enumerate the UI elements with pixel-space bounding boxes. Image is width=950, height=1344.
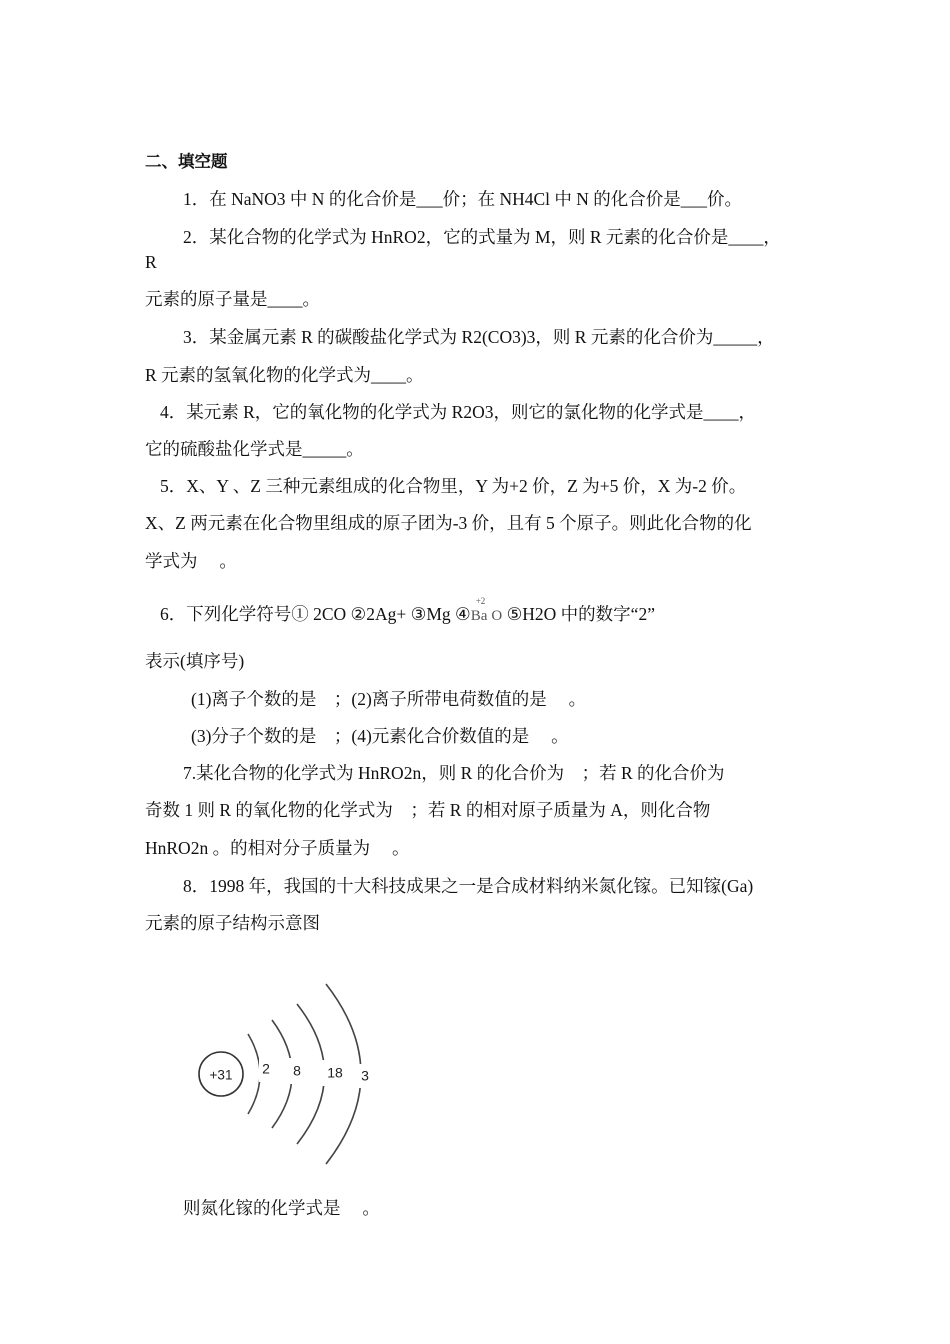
question-5-line-2: X、Z 两元素在化合物里组成的原子团为-3 价，且有 5 个原子。则此化合物的化 — [145, 513, 752, 533]
question-8-line-2: 元素的原子结构示意图 — [145, 913, 320, 933]
shell-2-electrons: 8 — [293, 1062, 301, 1079]
question-3-line-2: R 元素的氢氧化物的化学式为____。 — [145, 365, 424, 385]
question-6-suffix: ⑤H2O 中的数字“2” — [506, 604, 655, 624]
barium-symbol: Ba — [470, 608, 488, 624]
question-5-line-1: 5．X、Y 、Z 三种元素组成的化合物里，Y 为+2 价，Z 为+5 价，X 为-2 价。 — [160, 476, 747, 496]
valence-superscript: +2 — [475, 596, 486, 606]
nucleus-charge: +31 — [209, 1067, 233, 1083]
question-7-line-3: HnRO2n 。的相对分子质量为 。 — [145, 838, 410, 858]
question-2-line-1: 2．某化合物的化学式为 HnRO2，它的式量为 M，则 R 元素的化合价是____， — [183, 227, 781, 247]
oxygen-symbol: O — [491, 608, 503, 624]
shell-3-electrons: 18 — [327, 1064, 343, 1081]
question-8-line-1: 8．1998 年，我国的十大科技成果之一是合成材料纳米氮化镓。已知镓(Ga) — [183, 876, 754, 896]
question-7-line-1: 7.某化合物的化学式为 HnRO2n，则 R 的化合价为 ；若 R 的化合价为 — [183, 763, 725, 783]
question-2-line-3: 元素的原子量是____。 — [145, 289, 320, 309]
question-7-line-2: 奇数 1 则 R 的氧化物的化学式为 ；若 R 的相对原子质量为 A，则化合物 — [145, 800, 711, 820]
question-2-line-2: R — [145, 252, 157, 272]
question-1: 1．在 NaNO3 中 N 的化合价是___价；在 NH4Cl 中 N 的化合价是___价。 — [183, 189, 743, 209]
section-title: 二、填空题 — [145, 152, 228, 171]
question-3-line-1: 3．某金属元素 R 的碳酸盐化学式为 R2(CO3)3，则 R 元素的化合价为_____， — [183, 327, 775, 347]
shell-1-electrons: 2 — [262, 1060, 270, 1077]
question-4-line-1: 4．某元素 R，它的氧化物的化学式为 R2O3，则它的氯化物的化学式是____， — [160, 402, 756, 422]
question-4-line-2: 它的硫酸盐化学式是_____。 — [145, 439, 364, 459]
shell-4-electrons: 3 — [361, 1067, 369, 1084]
question-6-line-3: (1)离子个数的是 ；(2)离子所带电荷数值的是 。 — [191, 689, 587, 709]
shell-1-arc — [248, 1034, 260, 1114]
question-6-line-2: 表示(填序号) — [145, 651, 245, 671]
question-6-prefix: 6．下列化学符号① 2CO ②2Ag+ ③Mg ④ — [160, 604, 471, 624]
question-8-answer-line: 则氮化镓的化学式是 。 — [183, 1198, 380, 1218]
question-6-line-4: (3)分子个数的是 ；(4)元素化合价数值的是 。 — [191, 726, 569, 746]
question-5-line-3: 学式为 。 — [145, 551, 237, 571]
